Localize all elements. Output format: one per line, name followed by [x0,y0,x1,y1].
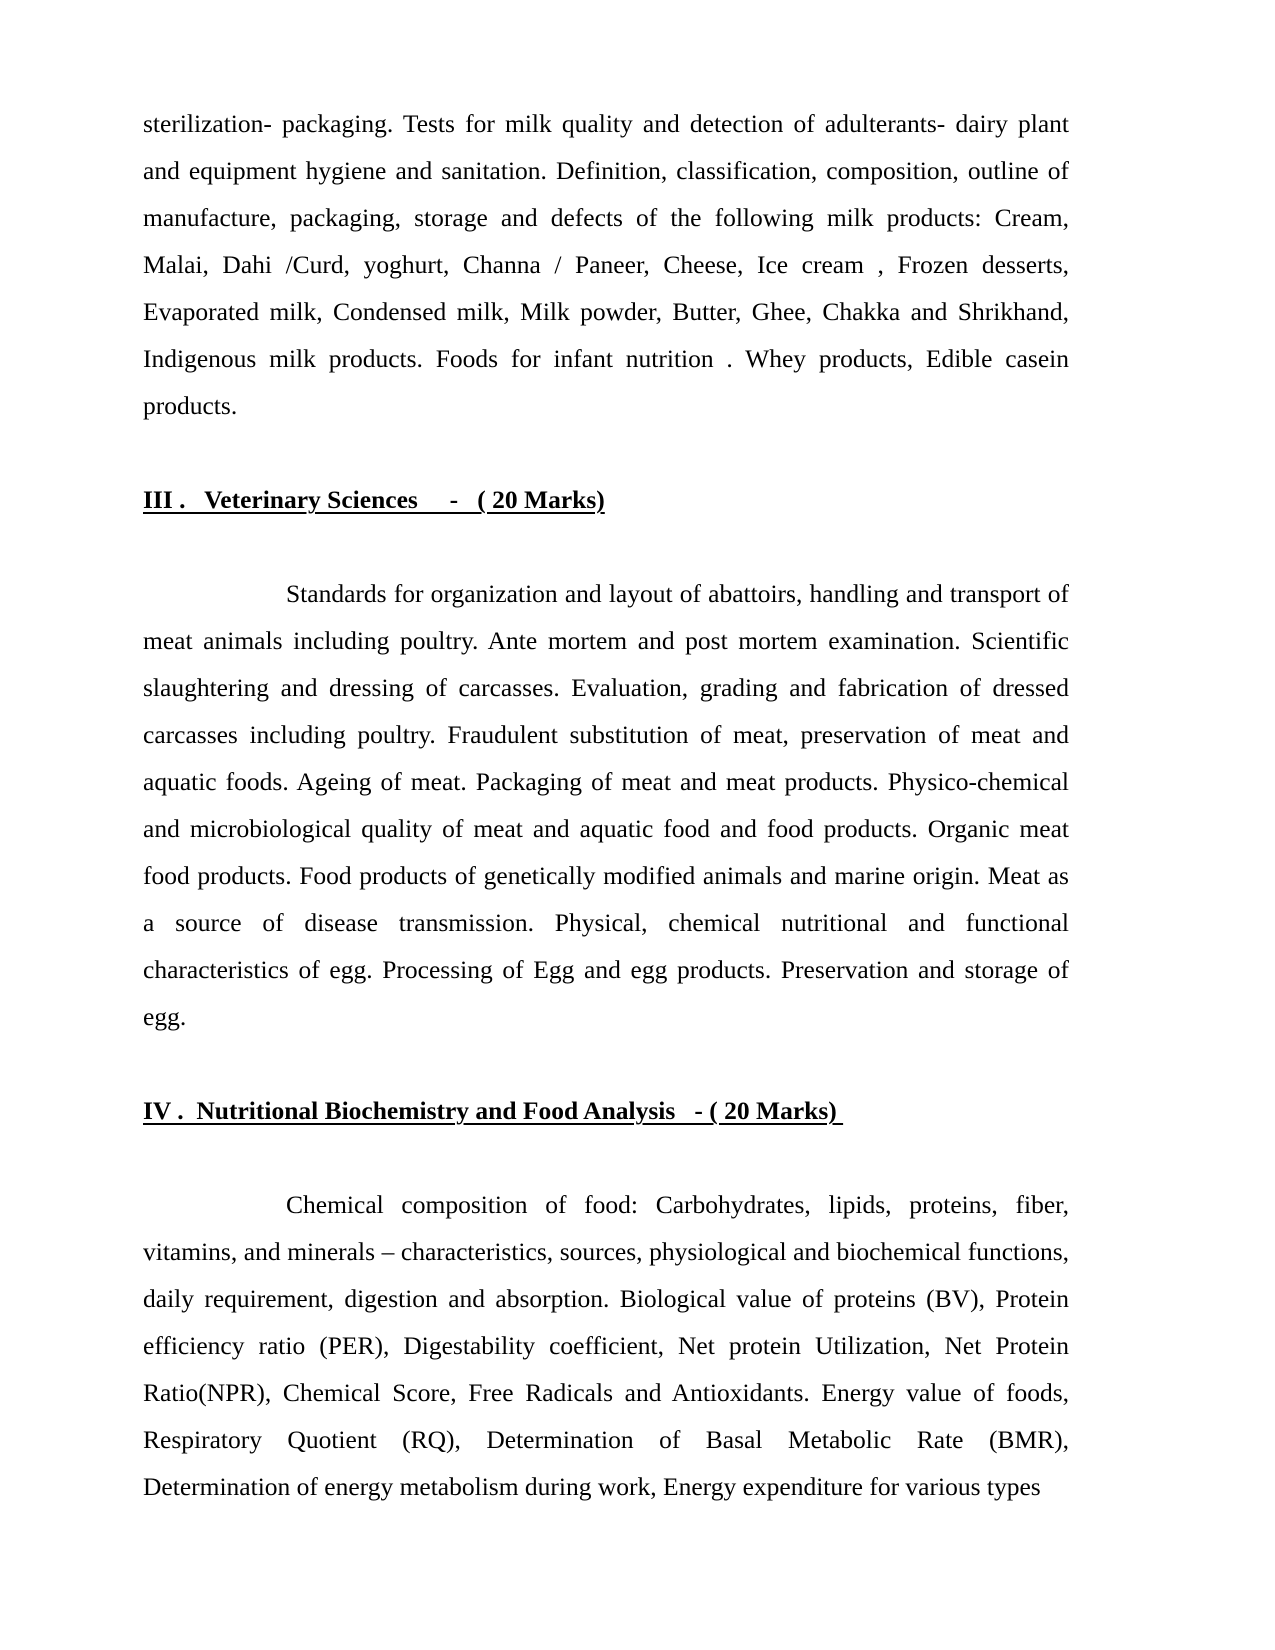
section-paragraph-nutritional-biochemistry: Chemical composition of food: Carbohydrates, lipids, proteins, fiber, vitamins, and minerals – characteristics, sources, physiological and biochemical functions, daily requirement, digestion and absorption. Biological value of proteins (BV), Protein efficiency ratio (PER), Digestability coefficient, Net protein Utilization, Net Protein Ratio(NPR), Chemical Score, Free Radicals and Antioxidants. Energy value of foods, Respiratory Quotient (RQ), Determination of Basal Metabolic Rate (BMR), Determination of energy metabolism during work, Energy expenditure for various types [143,1190,1069,1501]
intro-paragraph: sterilization- packaging. Tests for milk quality and detection of adulterants- dairy plant and equipment hygiene and sanitation. Definition, classification, composition, outline of manufacture, packaging, storage and defects of the following milk products: Cream, Malai, Dahi /Curd, yoghurt, Channa / Paneer, Cheese, Ice cream , Frozen desserts, Evaporated milk, Condensed milk, Milk powder, Butter, Ghee, Chakka and Shrikhand, Indigenous milk products. Foods for infant nutrition . Whey products, Edible casein products. [143,109,1069,420]
section-paragraph-veterinary-sciences: Standards for organization and layout of abattoirs, handling and transport of meat animals including poultry. Ante mortem and post mortem examination. Scientific slaughtering and dressing of carcasses. Evaluation, grading and fabrication of dressed carcasses including poultry. Fraudulent substitution of meat, preservation of meat and aquatic foods. Ageing of meat. Packaging of meat and meat products. Physico-chemical and microbiological quality of meat and aquatic food and food products. Organic meat food products. Food products of genetically modified animals and marine origin. Meat as a source of disease transmission. Physical, chemical nutritional and functional characteristics of egg. Processing of Egg and egg products. Preservation and storage of egg. [143,579,1069,1031]
section-heading-nutritional-biochemistry: IV . Nutritional Biochemistry and Food Analysis - ( 20 Marks) [143,1096,844,1125]
spacer [143,1134,1069,1181]
section-heading-veterinary-sciences: III . Veterinary Sciences - ( 20 Marks) [143,485,605,514]
document-page [143,100,1069,1510]
spacer [143,523,1069,570]
spacer [143,1040,1069,1087]
spacer [143,429,1069,476]
